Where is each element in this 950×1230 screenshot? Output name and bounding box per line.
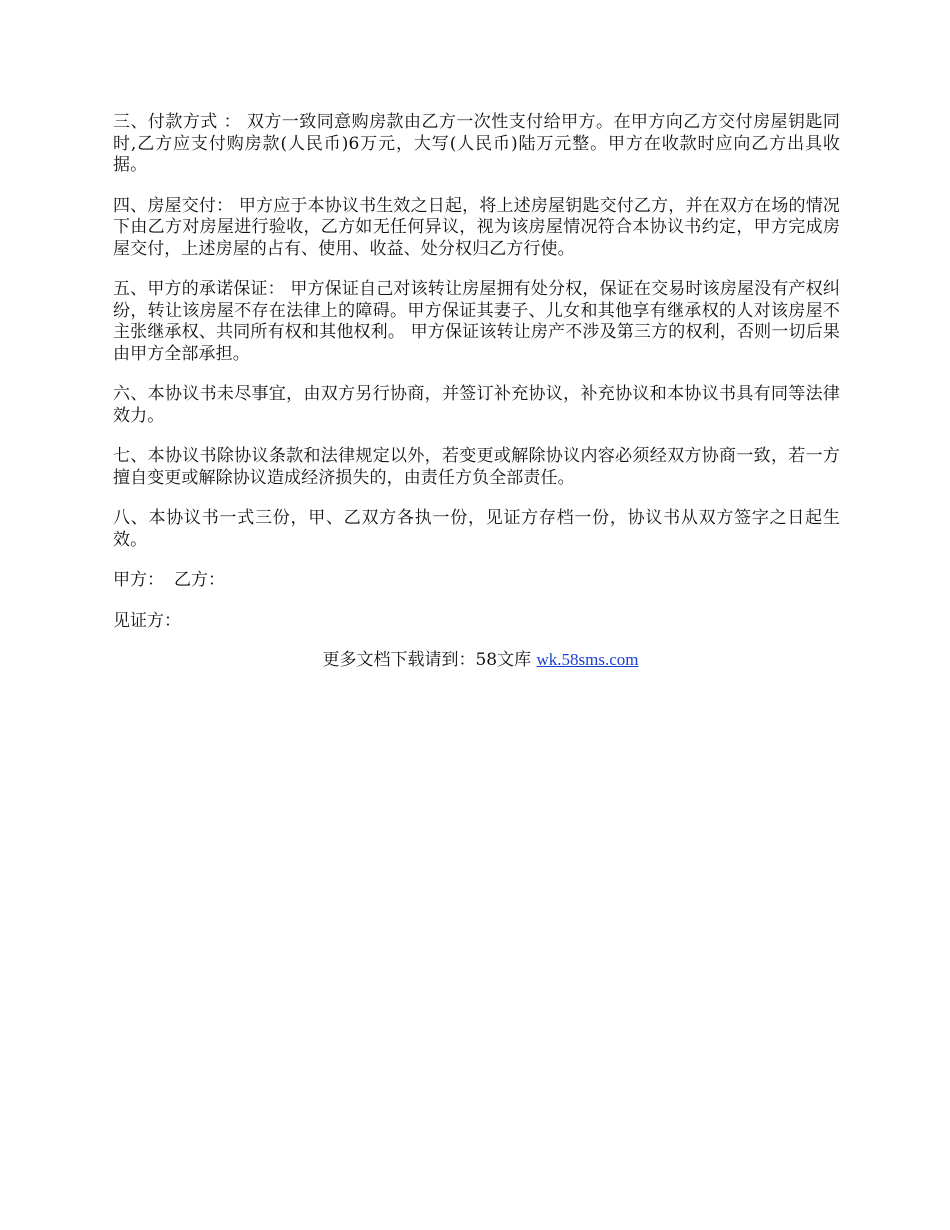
party-b-label: 乙方： — [174, 570, 225, 590]
document-page — [113, 112, 840, 672]
clause-payment-method: 三、付款方式 ： 双方一致同意购房款由乙方一次性支付给甲方。在甲方向乙方交付房屋钥匙同时,乙方应支付购房款(人民币)6万元，大写(人民币)陆万元整。甲方在收款时应向乙方出具收据。 — [113, 112, 840, 175]
download-footer — [113, 649, 840, 672]
party-signature-line — [113, 570, 840, 592]
witness-signature-line — [113, 611, 840, 633]
footer-text: 更多文档下载请到：58文库 — [322, 650, 537, 670]
clause-house-delivery: 四、房屋交付： 甲方应于本协议书生效之日起，将上述房屋钥匙交付乙方，并在双方在场的情况下由乙方对房屋进行验收，乙方如无任何异议，视为该房屋情况符合本协议书约定，甲方完成房屋交付，上述房屋的占有、使用、收益、处分权归乙方行使。 — [113, 195, 840, 259]
party-a-label: 甲方： — [113, 570, 164, 590]
footer-link[interactable]: wk.58sms.com — [536, 650, 639, 669]
clause-seller-guarantee: 五、甲方的承诺保证： 甲方保证自己对该转让房屋拥有处分权，保证在交易时该房屋没有产权纠纷，转让该房屋不存在法律上的障碍。甲方保证其妻子、儿女和其他享有继承权的人对该房屋不主张继承权、共同所有权和其他权利。 甲方保证该转让房产不涉及第三方的权利，否则一切后果由甲方全部承担。 — [113, 279, 840, 364]
clause-modification-termination: 七、本协议书除协议条款和法律规定以外，若变更或解除协议内容必须经双方协商一致，若一方擅自变更或解除协议造成经济损失的，由责任方负全部责任。 — [113, 446, 840, 488]
witness-label: 见证方： — [113, 610, 181, 631]
clause-copies-effectiveness: 八、本协议书一式三份，甲、乙双方各执一份，见证方存档一份，协议书从双方签字之日起生效。 — [113, 508, 840, 550]
clause-supplementary-agreement: 六、本协议书未尽事宜，由双方另行协商，并签订补充协议，补充协议和本协议书具有同等法律效力。 — [113, 384, 840, 426]
